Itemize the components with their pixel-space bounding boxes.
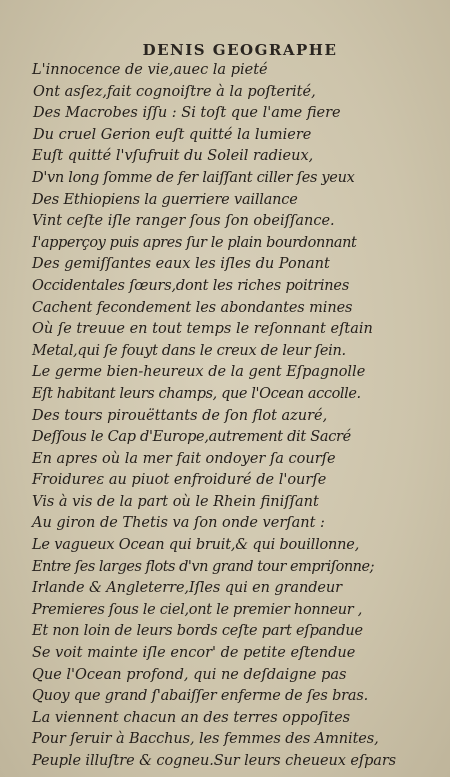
verse-line: Pour ſeruir à Bacchus, les femmes des Amnites, xyxy=(32,731,379,748)
verse-line: Et non loin de leurs bords ceſte part eſpandue xyxy=(32,623,363,640)
verse-line: Euſt quitté l'vſufruit du Soleil radieux, xyxy=(32,148,314,165)
verse-line: Cachent fecondement les abondantes mines xyxy=(32,299,353,316)
verse-line: Vis à vis de la part où le Rhein finiſſant xyxy=(32,493,319,510)
running-head: DENIS GEOGRAPHE xyxy=(142,41,338,59)
verse-line: Au giron de Thetis va ſon onde verſant : xyxy=(32,515,325,532)
verse-line: En apres où la mer fait ondoyer ſa courſe xyxy=(32,450,336,467)
verse-line: Se voit mainte iſle encor' de petite eſtendue xyxy=(32,645,356,662)
verse-line: Irlande & Angleterre,Iſles qui en grandeur xyxy=(32,580,342,597)
verse-line: Entre ſes larges flots d'vn grand tour empriſonne; xyxy=(32,558,374,575)
verse-line: Des Macrobes iſſu : Si toſt que l'ame fiere xyxy=(33,105,341,122)
verse-line: Vint ceſte iſle ranger ſous ſon obeiſſance. xyxy=(32,213,335,230)
verse-line: Quoy que grand ſ'abaiſſer enferme de ſes bras. xyxy=(32,688,368,705)
verse-line: Que l'Ocean profond, qui ne deſdaigne pas xyxy=(32,666,347,683)
verse-line: Du cruel Gerion euſt quitté la lumiere xyxy=(33,126,312,143)
verse-line: Où ſe treuue en tout temps le reſonnant eſtain xyxy=(32,321,373,338)
verse-line: Des gemiſſantes eaux les iſles du Ponant xyxy=(32,256,330,273)
verse-line: Le vagueux Ocean qui bruit,& qui bouillonne, xyxy=(32,537,360,554)
verse-lines xyxy=(0,60,450,773)
verse-line: L'innocence de vie,auec la pieté xyxy=(32,62,268,78)
verse-line: Metal,qui ſe fouyt dans le creux de leur ſein. xyxy=(32,342,346,359)
verse-line: Occidentales ſœurs,dont les riches poitrines xyxy=(32,277,350,294)
verse-line: Ont asſez,fait cognoiſtre à la poſterité, xyxy=(33,83,316,100)
verse-line: Peuple illuſtre & cogneu.Sur leurs cheueux eſpars xyxy=(32,753,397,769)
verse-line: Des tours pirouëttants de ſon flot azuré, xyxy=(32,407,328,424)
verse-line: I'apperçoy puis apres ſur le plain bourdonnant xyxy=(32,234,357,251)
verse-line: D'vn long ſomme de fer laiſſant ciller ſes yeux xyxy=(32,169,355,186)
verse-line: Eſt habitant leurs champs, que l'Ocean accolle. xyxy=(32,385,361,402)
verse-line: Le germe bien-heureux de la gent Eſpagnolle xyxy=(32,364,366,381)
verse-line: Des Ethiopiens la guerriere vaillance xyxy=(32,191,298,208)
verse-line: Froidureɛ au piuot enfroiduré de l'ourſe xyxy=(32,472,327,489)
verse-line: Deſſous le Cap d'Europe,autrement dit Sacré xyxy=(32,429,351,446)
verse-line: Premieres ſous le ciel,ont le premier honneur , xyxy=(32,601,363,618)
verse-line: La viennent chacun an des terres oppoſites xyxy=(32,709,351,726)
